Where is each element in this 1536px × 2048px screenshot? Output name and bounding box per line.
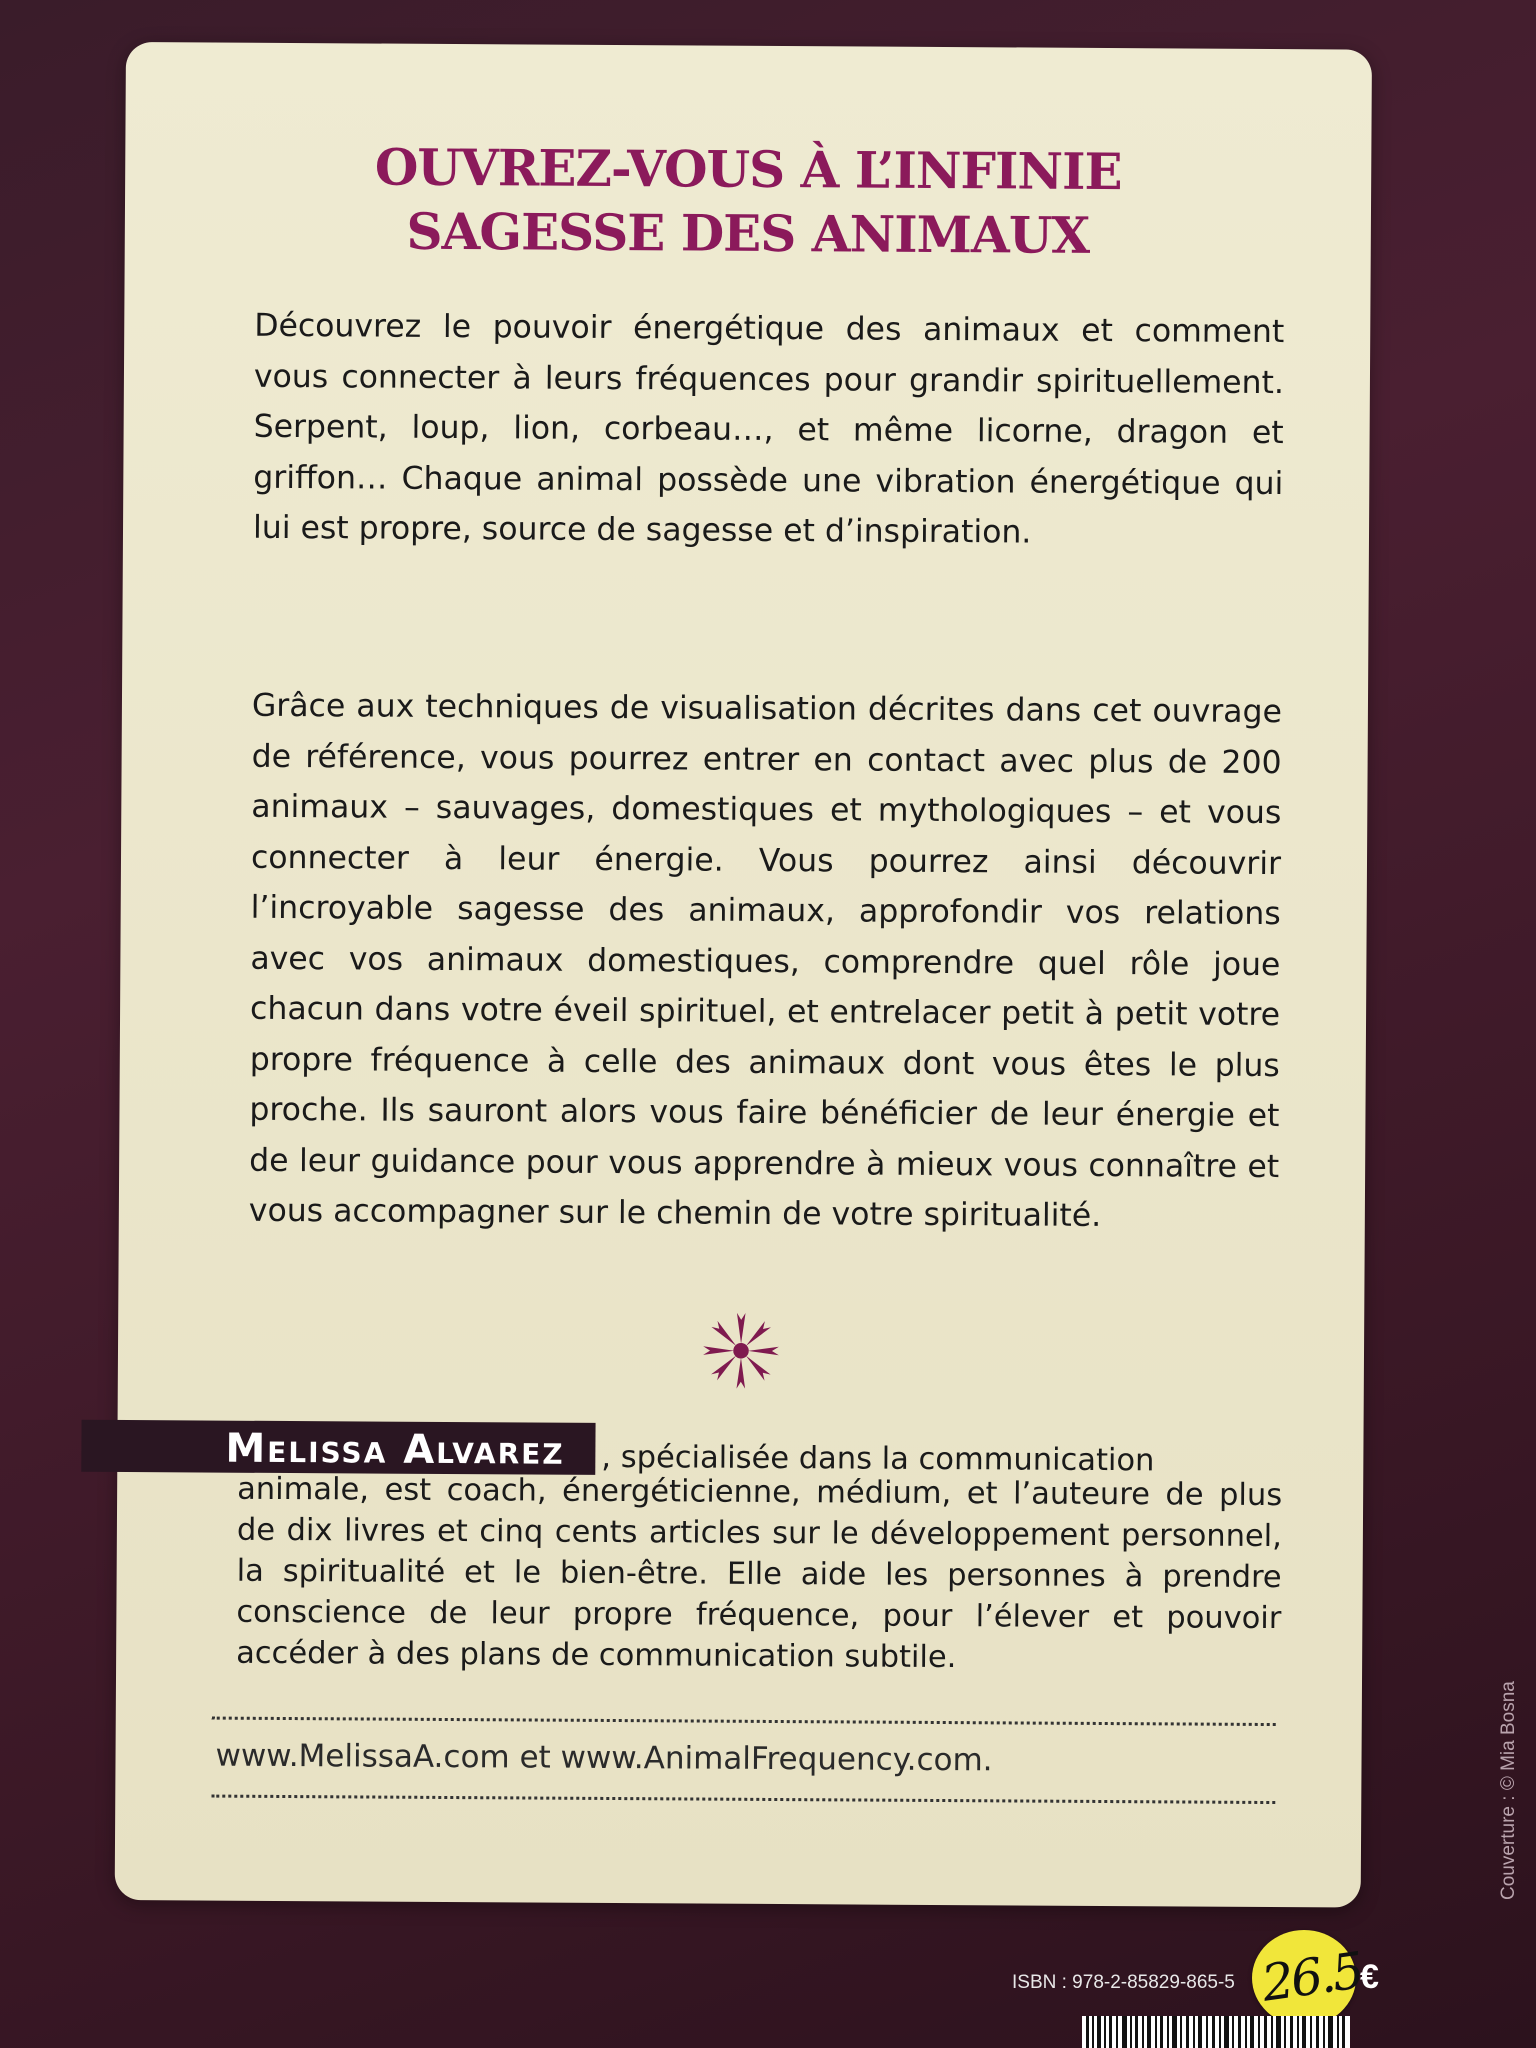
title-line-1: OUVREZ-VOUS À L’INFINIE [374, 137, 1122, 202]
author-name: Melissa Alvarez [225, 1425, 565, 1474]
author-bio: animale, est coach, énergéticienne, médium, et l’auteure de plus de dix livres et cinq cents articles sur le développement personnel, la spiritualité et le bien-être. Elle aide les personnes à prendre conscience de leur propre fréquence, pour l’élever et pouvoir accéder à des plans de communication subtile. [236, 1471, 1283, 1676]
dotted-divider-top [212, 1717, 1276, 1726]
handwritten-price: 26.5 [1258, 1941, 1365, 2013]
back-cover-panel [115, 42, 1372, 1908]
isbn-number: ISBN : 978-2-85829-865-5 [1012, 1972, 1235, 1993]
blurb-paragraph-1: Découvrez le pouvoir énergétique des animaux et comment vous connecter à leurs fréquences pour grandir spirituellement. Serpent, loup, lion, corbeau…, et même licorne, dragon et griffon… Chaque animal possède une vibration énergétique qui lui est propre, source de sagesse et d’inspiration. [252, 307, 1285, 551]
author-websites: www.MelissaA.com et www.AnimalFrequency.com. [215, 1737, 993, 1779]
euro-sign: € [1360, 1958, 1379, 1996]
title-line-2: SAGESSE DES ANIMAUX [406, 201, 1090, 265]
author-bio-first-line: , spécialisée dans la communication [601, 1439, 1155, 1479]
photo-credit: Couverture : © Mia Bosna [1498, 1681, 1519, 1900]
asterisk-ornament-icon [698, 1308, 785, 1395]
dotted-divider-bottom [211, 1795, 1275, 1804]
book-title [125, 134, 1372, 270]
barcode [1082, 2016, 1350, 2048]
blurb-paragraph-2: Grâce aux techniques de visualisation décrites dans cet ouvrage de référence, vous pourrez entrer en contact avec plus de 200 animaux – sauvages, domestiques et mythologiques – et vous connecter à leur énergie. Vous pourrez ainsi découvrir l’incroyable sagesse des animaux, approfondir vos relations avec vos animaux domestiques, comprendre quel rôle joue chacun dans votre éveil spirituel, et entrelacer petit à petit votre propre fréquence à celle des animaux dont vous êtes le plus proche. Ils sauront alors vous faire bénéficier de leur énergie et de leur guidance pour vous apprendre à mieux vous connaître et vous accompagner sur le chemin de votre spiritualité. [248, 687, 1283, 1234]
